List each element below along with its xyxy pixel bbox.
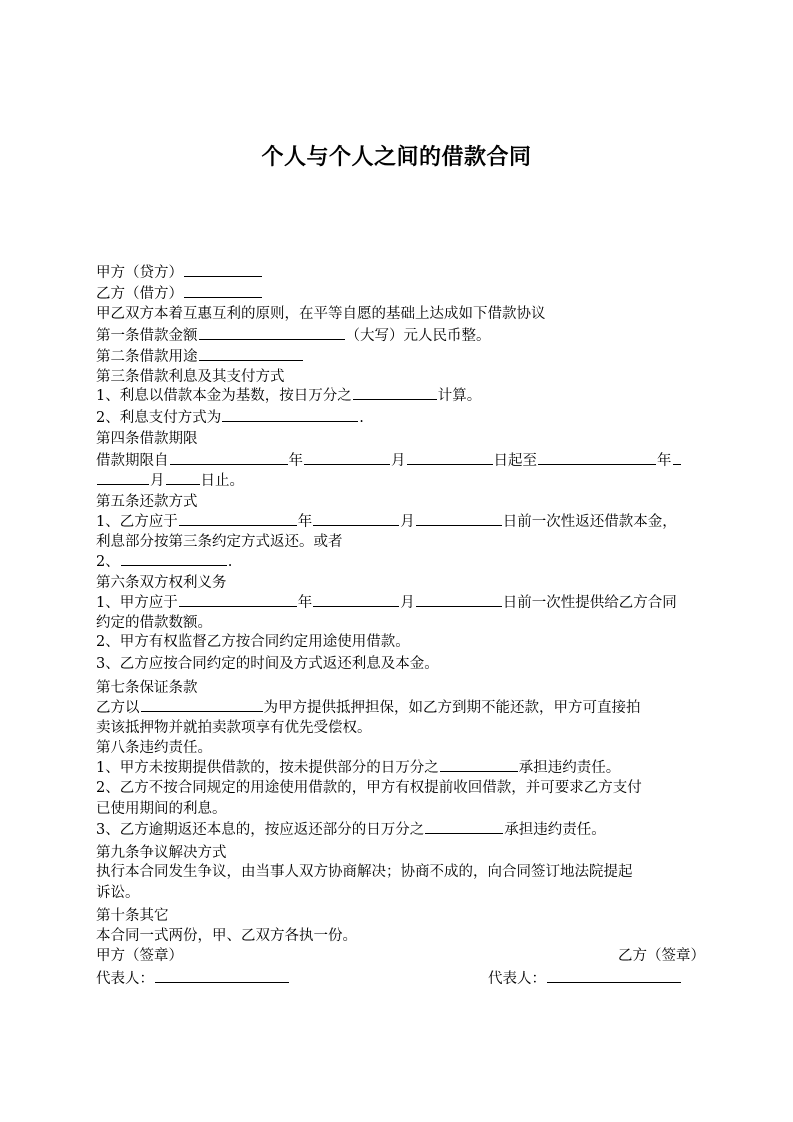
article-7-prefix: 乙方以	[96, 700, 140, 716]
article-3-item-2	[96, 407, 364, 428]
article-8-title: 第八条违约责任。	[96, 740, 212, 756]
article-1-label: 第一条借款金额	[96, 328, 198, 344]
article-8-item-3	[96, 819, 606, 840]
end-month-blank[interactable]	[97, 470, 149, 485]
article-8-item-3-suffix: 承担违约责任。	[504, 822, 606, 838]
party-b-rep-label: 代表人：	[488, 971, 546, 987]
end-day-blank[interactable]	[166, 470, 200, 485]
purpose-blank[interactable]	[199, 346, 303, 361]
article-9-text: 执行本合同发生争议，由当事人双方协商解决；协商不成的，向合同签订地法院提起	[96, 864, 633, 880]
amount-blank[interactable]	[199, 325, 345, 340]
month-label: 月	[400, 595, 415, 611]
month-label: 月	[391, 453, 406, 469]
article-8-item-3-text: 3、乙方逾期返还本息的，按应返还部分的日万分之	[96, 822, 425, 838]
article-7-text	[96, 697, 641, 718]
alt-repay-blank[interactable]	[121, 551, 227, 566]
repay-year-blank[interactable]	[179, 511, 297, 526]
party-b-signature: 乙方（签章）	[618, 948, 705, 964]
repay-month-blank[interactable]	[313, 511, 399, 526]
repay-day-blank[interactable]	[416, 511, 502, 526]
document-title: 个人与个人之间的借款合同	[261, 145, 532, 170]
party-a-line	[96, 262, 263, 283]
article-6-item-3: 3、乙方应按合同约定的时间及方式返还利息及本金。	[96, 656, 439, 672]
party-b-representative	[488, 968, 682, 989]
party-b-line	[96, 283, 263, 304]
article-8-item-2-cont: 已使用期间的利息。	[96, 801, 227, 817]
article-3-item-2-suffix: .	[359, 410, 364, 426]
article-4-end: 日止。	[200, 473, 244, 489]
penalty-rate-b-blank[interactable]	[425, 819, 503, 834]
article-4-middle: 日起至	[493, 453, 537, 469]
article-5-item-2	[96, 551, 232, 572]
article-6-item-1-suffix: 日前一次性提供给乙方合同	[502, 595, 677, 611]
year-label: 年	[297, 514, 313, 530]
article-1	[96, 325, 491, 346]
article-8-item-1-text: 1、甲方未按期提供借款的，按未提供部分的日万分之	[96, 760, 439, 776]
party-a-blank[interactable]	[184, 262, 262, 277]
article-4-text: 借款期限自	[96, 453, 169, 469]
article-9-title: 第九条争议解决方式	[96, 845, 227, 861]
interest-rate-blank[interactable]	[353, 385, 437, 400]
party-b-rep-blank[interactable]	[547, 968, 681, 983]
collateral-blank[interactable]	[141, 697, 263, 712]
article-3-item-1	[96, 385, 481, 406]
article-1-suffix: （大写）元人民币整。	[345, 328, 491, 344]
penalty-rate-a-blank[interactable]	[440, 757, 518, 772]
party-a-representative	[96, 968, 290, 989]
end-year-tail	[673, 450, 681, 465]
article-7-cont: 卖该抵押物并就拍卖款项享有优先受偿权。	[96, 720, 372, 736]
article-6-title: 第六条双方权利义务	[96, 575, 227, 591]
article-6-item-2: 2、甲方有权监督乙方按合同约定用途使用借款。	[96, 634, 410, 650]
article-6-item-1-text: 1、甲方应于	[96, 595, 178, 611]
provide-day-blank[interactable]	[416, 592, 502, 607]
article-9-cont: 诉讼。	[96, 885, 140, 901]
provide-year-blank[interactable]	[179, 592, 297, 607]
article-8-item-2: 2、乙方不按合同规定的用途使用借款的，甲方有权提前收回借款，并可要求乙方支付	[96, 780, 642, 796]
party-b-label: 乙方（借方）	[96, 286, 183, 302]
article-6-item-1-cont: 约定的借款数额。	[96, 615, 212, 631]
payment-method-blank[interactable]	[222, 407, 358, 422]
year-label: 年	[657, 453, 672, 469]
article-2	[96, 346, 304, 367]
article-5-title: 第五条还款方式	[96, 494, 198, 510]
start-month-blank[interactable]	[304, 450, 390, 465]
party-a-rep-label: 代表人：	[96, 971, 154, 987]
month-label: 月	[400, 514, 415, 530]
article-5-item-1-text: 1、乙方应于	[96, 514, 178, 530]
article-3-item-1-suffix: 计算。	[437, 388, 482, 404]
article-8-item-1-suffix: 承担违约责任。	[518, 760, 621, 776]
article-4-title: 第四条借款期限	[96, 431, 198, 447]
article-4-period-cont	[96, 470, 244, 491]
provide-month-blank[interactable]	[313, 592, 399, 607]
article-5-item-1-suffix: 日前一次性返还借款本金，	[502, 514, 677, 530]
article-7-title: 第七条保证条款	[96, 680, 198, 696]
article-3-title: 第三条借款利息及其支付方式	[96, 369, 285, 385]
article-5-item-2-suffix: .	[227, 554, 233, 570]
start-day-blank[interactable]	[407, 450, 493, 465]
year-label: 年	[288, 453, 303, 469]
article-5-item-2-text: 2、	[96, 554, 120, 570]
article-3-item-2-text: 2、利息支付方式为	[96, 410, 222, 426]
preamble: 甲乙双方本着互惠互利的原则，在平等自愿的基础上达成如下借款协议	[96, 306, 546, 322]
article-6-item-1	[96, 592, 677, 613]
party-a-signature: 甲方（签章）	[96, 948, 183, 964]
article-3-item-1-text: 1、利息以借款本金为基数，按日万分之	[96, 388, 352, 404]
article-5-item-1-cont: 利息部分按第三条约定方式返还。或者	[96, 534, 343, 550]
article-7-suffix: 为甲方提供抵押担保，如乙方到期不能还款，甲方可直接拍	[263, 700, 641, 716]
end-year-blank[interactable]	[538, 450, 656, 465]
article-10-title: 第十条其它	[96, 908, 169, 924]
month-label: 月	[150, 473, 165, 489]
article-10-text: 本合同一式两份，甲、乙双方各执一份。	[96, 928, 357, 944]
party-b-blank[interactable]	[184, 283, 262, 298]
article-5-item-1	[96, 511, 677, 532]
start-year-blank[interactable]	[170, 450, 288, 465]
year-label: 年	[297, 595, 313, 611]
party-a-label: 甲方（贷方）	[96, 265, 183, 281]
article-2-label: 第二条借款用途	[96, 349, 198, 365]
party-a-rep-blank[interactable]	[155, 968, 289, 983]
article-8-item-1	[96, 757, 620, 778]
article-4-period	[96, 450, 682, 471]
